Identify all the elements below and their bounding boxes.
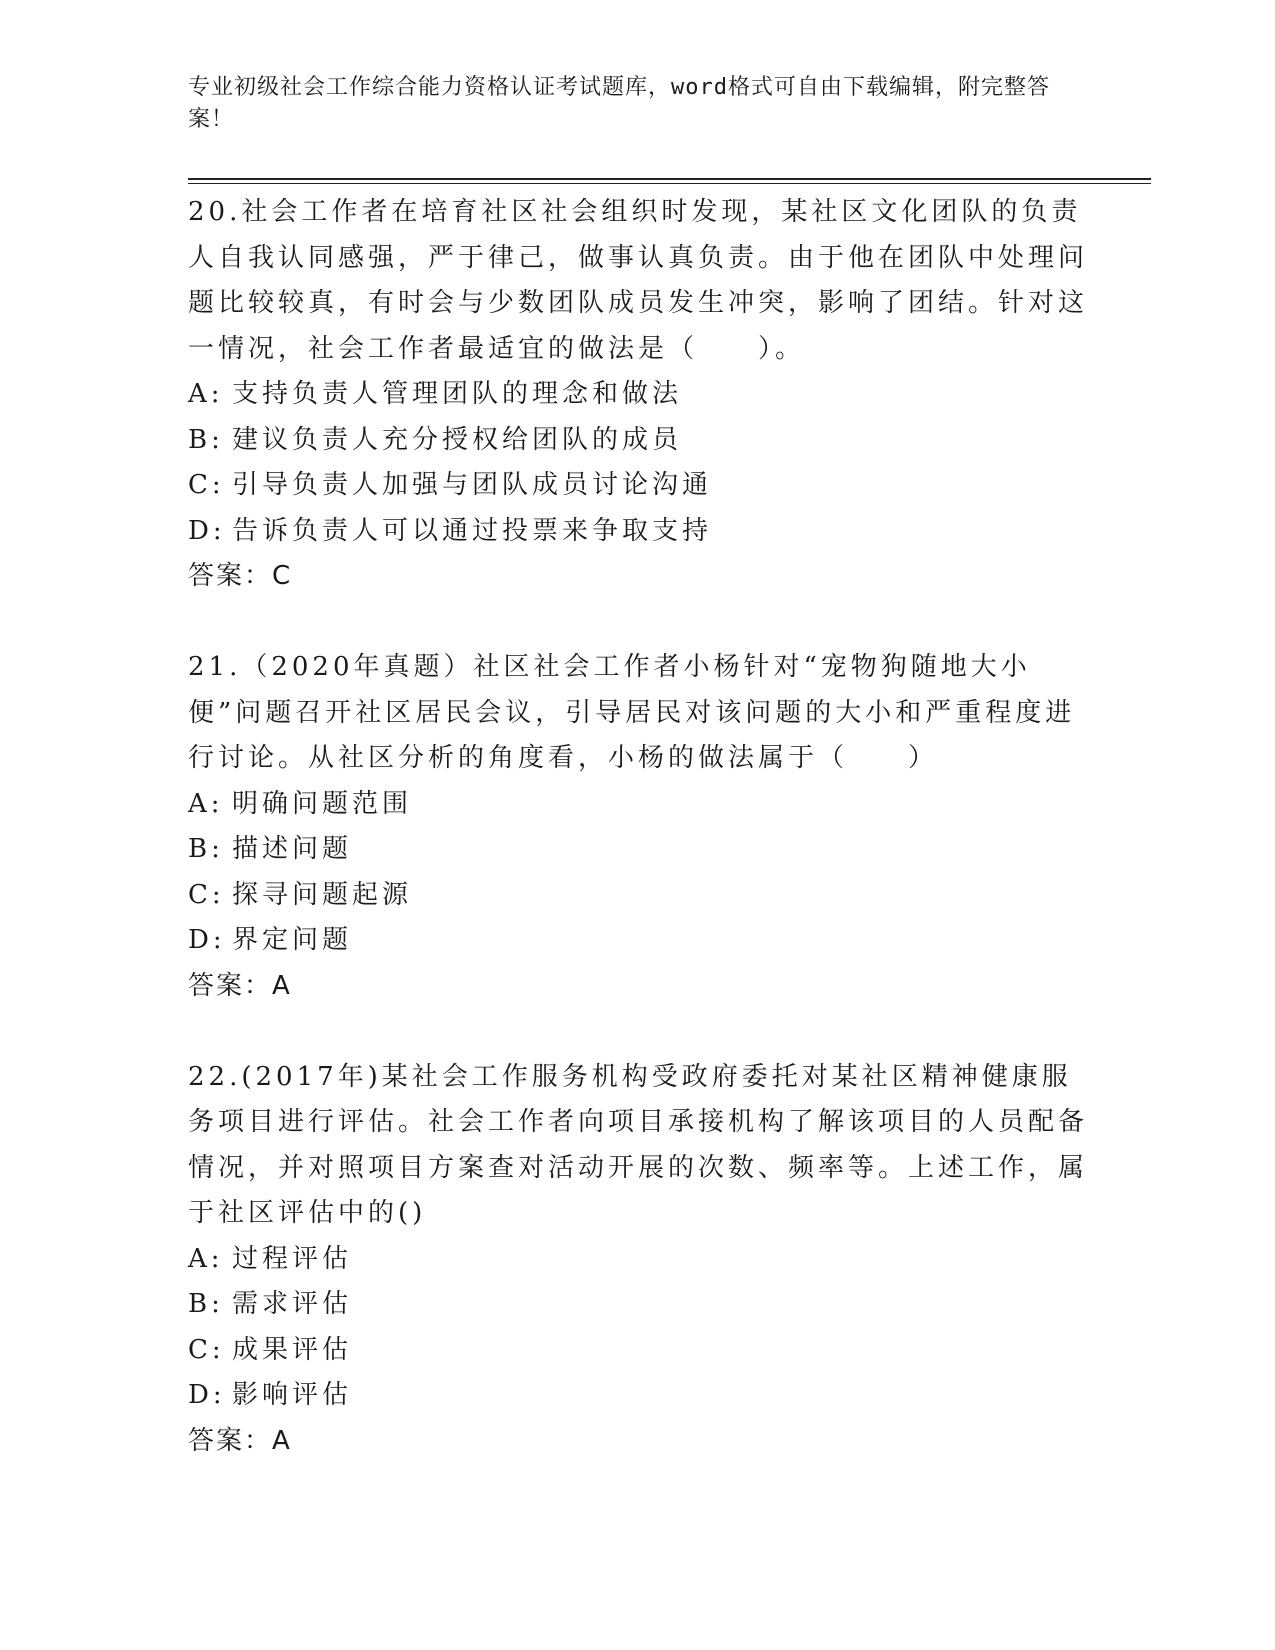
option-list xyxy=(188,1237,1088,1419)
option-letter: B: xyxy=(188,424,224,455)
document-header: 专业初级社会工作综合能力资格认证考试题库，word格式可自由下载编辑，附完整答案！ xyxy=(188,75,1050,132)
option-text: 告诉负责人可以通过投票来争取支持 xyxy=(232,515,713,546)
option-item xyxy=(188,873,1088,919)
option-item xyxy=(188,1328,1088,1374)
option-item xyxy=(188,918,1088,964)
header-divider xyxy=(188,178,1151,184)
option-list xyxy=(188,372,1088,554)
option-letter: A: xyxy=(188,379,224,409)
option-text: 引导负责人加强与团队成员讨论沟通 xyxy=(232,470,713,500)
question-item xyxy=(188,1055,1088,1464)
option-letter: D: xyxy=(188,515,226,546)
option-item xyxy=(188,418,1088,464)
option-item xyxy=(188,509,1088,555)
option-text: 需求评估 xyxy=(232,1289,353,1319)
option-letter: C: xyxy=(188,879,225,910)
option-item xyxy=(188,1373,1088,1419)
option-letter: A: xyxy=(188,1243,224,1274)
answer-line: 答案：A xyxy=(188,1425,292,1456)
option-letter: B: xyxy=(188,1289,224,1319)
option-text: 过程评估 xyxy=(232,1243,353,1274)
answer-line: 答案：A xyxy=(188,970,292,1001)
option-text: 影响评估 xyxy=(232,1380,353,1410)
option-letter: A: xyxy=(188,788,224,819)
option-item xyxy=(188,372,1088,418)
option-letter: D: xyxy=(188,1380,226,1410)
option-text: 界定问题 xyxy=(232,925,353,955)
option-text: 描述问题 xyxy=(232,834,353,864)
option-item xyxy=(188,827,1088,873)
option-letter: B: xyxy=(188,834,224,864)
option-text: 明确问题范围 xyxy=(232,788,413,819)
option-item xyxy=(188,782,1088,828)
option-text: 成果评估 xyxy=(232,1334,353,1365)
option-letter: C: xyxy=(188,1334,225,1365)
option-item xyxy=(188,1282,1088,1328)
option-letter: C: xyxy=(188,470,225,500)
option-letter: D: xyxy=(188,925,226,955)
option-text: 探寻问题起源 xyxy=(232,879,413,910)
question-stem: 21.（2020年真题）社区社会工作者小杨针对“宠物狗随地大小便”问题召开社区居民会议，引导居民对该问题的大小和严重程度进行讨论。从社区分析的角度看，小杨的做法属于（ ） xyxy=(188,652,1076,773)
answer-line: 答案：C xyxy=(188,561,293,591)
question-item xyxy=(188,645,1088,1009)
option-list xyxy=(188,782,1088,964)
question-item xyxy=(188,190,1088,599)
option-text: 建议负责人充分授权给团队的成员 xyxy=(232,424,683,455)
option-text: 支持负责人管理团队的理念和做法 xyxy=(232,379,683,409)
question-stem: 22.(2017年)某社会工作服务机构受政府委托对某社区精神健康服务项目进行评估。社会工作者向项目承接机构了解该项目的人员配备情况，并对照项目方案查对活动开展的次数、频率等。上述工作，属于社区评估中的() xyxy=(188,1061,1089,1228)
question-list xyxy=(188,190,1088,1510)
option-item xyxy=(188,463,1088,509)
question-stem: 20.社会工作者在培育社区社会组织时发现，某社区文化团队的负责人自我认同感强，严于律己，做事认真负责。由于他在团队中处理问题比较较真，有时会与少数团队成员发生冲突，影响了团结。针对这一情况，社会工作者最适宜的做法是（ ）。 xyxy=(188,197,1089,364)
option-item xyxy=(188,1237,1088,1283)
